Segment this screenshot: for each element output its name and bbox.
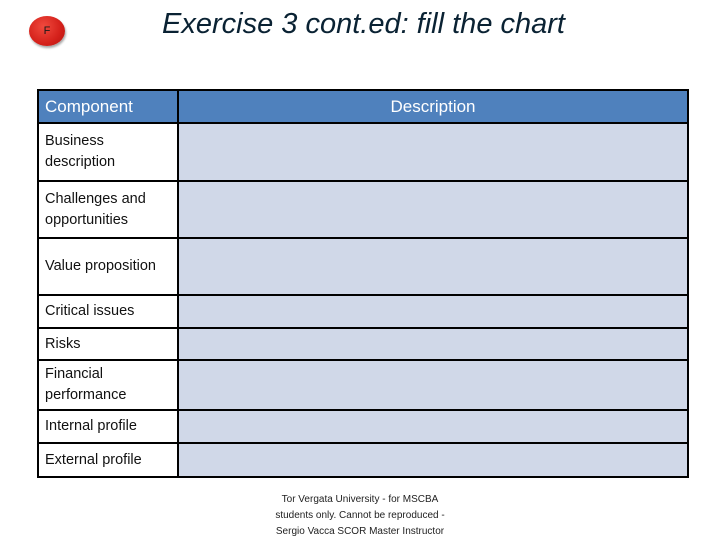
- table-row: [38, 123, 688, 181]
- description-cell[interactable]: [178, 295, 688, 328]
- component-cell: Internal profile: [38, 410, 178, 443]
- description-cell[interactable]: [178, 181, 688, 238]
- table-header-row: [38, 90, 688, 123]
- component-cell: External profile: [38, 443, 178, 477]
- component-cell: Financial performance: [38, 360, 178, 410]
- table-row: [38, 410, 688, 443]
- description-cell[interactable]: [178, 238, 688, 295]
- table-row: [38, 443, 688, 477]
- component-cell: Critical issues: [38, 295, 178, 328]
- component-cell: Risks: [38, 328, 178, 360]
- component-cell: Business description: [38, 123, 178, 181]
- table-row: [38, 181, 688, 238]
- badge-label: F: [43, 24, 51, 37]
- slide-badge: [29, 16, 65, 46]
- description-cell[interactable]: [178, 360, 688, 410]
- component-cell: Challenges and opportunities: [38, 181, 178, 238]
- column-header-component: Component: [38, 90, 178, 123]
- table-row: [38, 328, 688, 360]
- description-cell[interactable]: [178, 328, 688, 360]
- description-cell[interactable]: [178, 123, 688, 181]
- table-row: [38, 360, 688, 410]
- table-row: [38, 295, 688, 328]
- component-cell: Value proposition: [38, 238, 178, 295]
- footer-note: Tor Vergata University - for MSCBA students only. Cannot be reproduced - Sergio Vacca SCOR Master Instructor: [275, 494, 445, 537]
- page-title: Exercise 3 cont.ed: fill the chart: [162, 8, 565, 40]
- table-row: [38, 238, 688, 295]
- description-cell[interactable]: [178, 410, 688, 443]
- description-cell[interactable]: [178, 443, 688, 477]
- fill-chart-table: [37, 89, 689, 478]
- column-header-description: Description: [178, 90, 688, 123]
